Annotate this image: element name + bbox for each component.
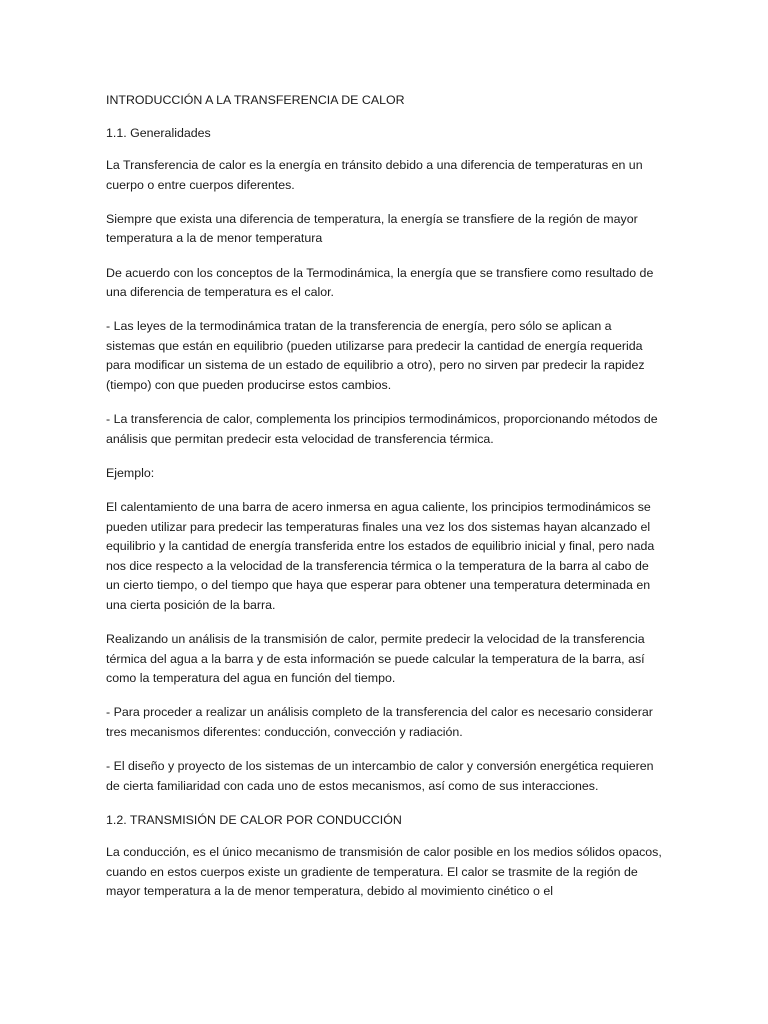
section-heading-conduccion: 1.2. TRANSMISIÓN DE CALOR POR CONDUCCIÓN	[106, 812, 402, 827]
document-body	[106, 91, 662, 917]
paragraph-design: - El diseño y proyecto de los sistemas de un intercambio de calor y conversión energética requieren de cierta familiaridad con cada uno de estos mecanismos, así como de sus interacciones.	[106, 758, 654, 793]
paragraph-thermodynamics: De acuerdo con los conceptos de la Termodinámica, la energía que se transfiere como resultado de una diferencia de temperatura es el calor.	[106, 265, 654, 300]
paragraph-conduction: La conducción, es el único mecanismo de transmisión de calor posible en los medios sólidos opacos, cuando en estos cuerpos existe un gradiente de temperatura. El calor se trasmite de la región de mayor temperatura a la de menor temperatura, debido al movimiento cinético o el	[106, 845, 662, 899]
paragraph-example: El calentamiento de una barra de acero inmersa en agua caliente, los principios termodinámicos se pueden utilizar para predecir las temperaturas finales una vez los dos sistemas hayan alcanzado el equilibrio y la cantidad de energía transferida entre los estados de equilibrio inicial y final, pero nada nos dice respecto a la velocidad de la transferencia térmica o la temperatura de la barra al cabo de un cierto tiempo, o del tiempo que haya que esperar para obtener una temperatura determinada en una cierta posición de la barra.	[106, 499, 655, 612]
paragraph-complement: - La transferencia de calor, complementa los principios termodinámicos, proporcionando métodos de análisis que permitan predecir esta velocidad de transferencia térmica.	[106, 412, 658, 446]
paragraph-laws: - Las leyes de la termodinámica tratan de la transferencia de energía, pero sólo se aplican a sistemas que están en equilibrio (pueden utilizarse para predecir la cantidad de energía requerida para modificar un sistema de un estado de equilibrio a otro), pero no sirven par predecir la rapidez (tiempo) con que pueden producirse estos cambios.	[106, 319, 645, 393]
document-title: INTRODUCCIÓN A LA TRANSFERENCIA DE CALOR	[106, 93, 405, 107]
example-label: Ejemplo:	[106, 465, 155, 480]
paragraph-mechanisms: - Para proceder a realizar un análisis completo de la transferencia del calor es necesario considerar tres mecanismos diferentes: conducción, convección y radiación.	[106, 705, 653, 739]
paragraph-direction: Siempre que exista una diferencia de temperatura, la energía se transfiere de la región de mayor temperatura a la de menor temperatura	[106, 211, 638, 246]
paragraph-analysis: Realizando un análisis de la transmisión de calor, permite predecir la velocidad de la transferencia térmica del agua a la barra y de esta información se puede calcular la temperatura de la barra, así como la temperatura del agua en función del tiempo.	[106, 631, 645, 686]
paragraph-definition: La Transferencia de calor es la energía en tránsito debido a una diferencia de temperaturas en un cuerpo o entre cuerpos diferentes.	[106, 158, 643, 192]
section-heading-generalidades: 1.1. Generalidades	[106, 125, 211, 140]
